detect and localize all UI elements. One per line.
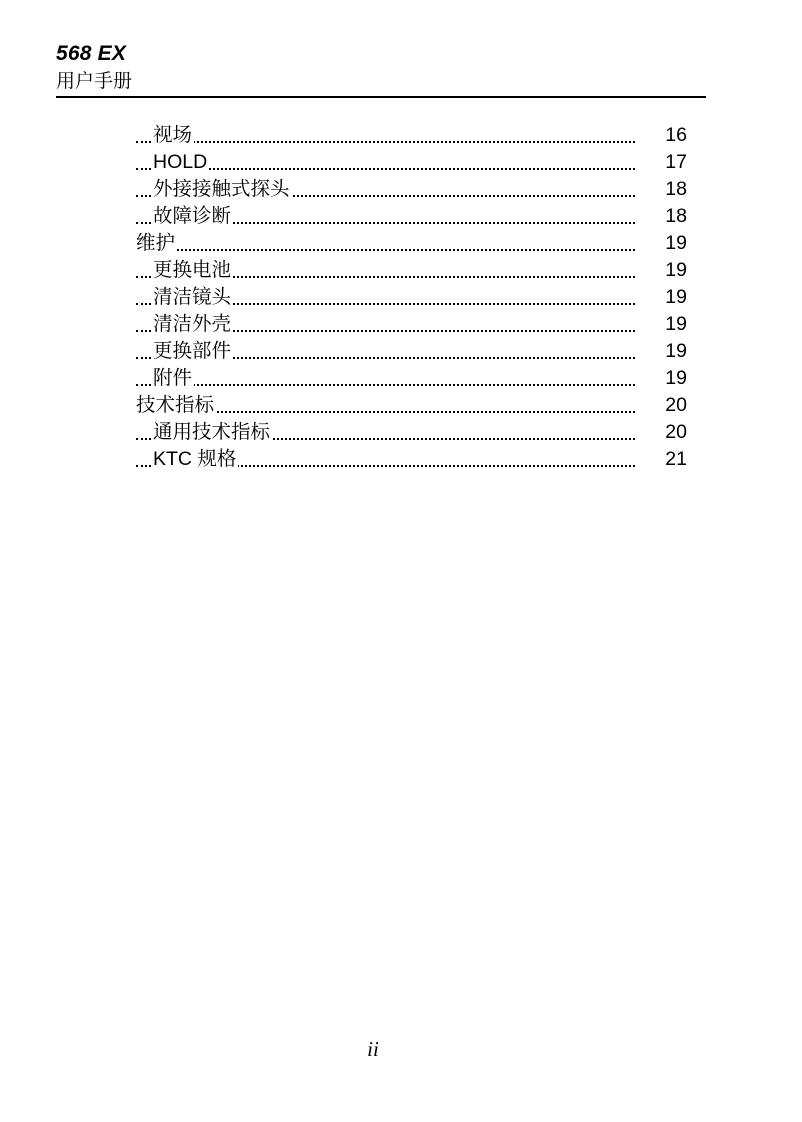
toc-leader-dots xyxy=(136,249,635,251)
manual-title: 用户手册 xyxy=(56,70,133,92)
page-number: ii xyxy=(367,1037,379,1061)
toc-entry[interactable] xyxy=(0,257,802,284)
toc-entry-label: 技术指标 xyxy=(136,392,216,419)
toc-entry-label: 更换部件 xyxy=(153,338,233,365)
toc-entry-label: 更换电池 xyxy=(153,257,233,284)
toc-entry-label: 清洁外壳 xyxy=(153,311,233,338)
toc-entry[interactable] xyxy=(0,446,802,473)
toc-entry[interactable] xyxy=(0,149,802,176)
toc-entry[interactable] xyxy=(0,365,802,392)
toc-entry[interactable] xyxy=(0,338,802,365)
toc-entry[interactable] xyxy=(0,419,802,446)
toc-entry-label: 清洁镜头 xyxy=(153,284,233,311)
toc-leader-dots xyxy=(136,141,635,143)
toc-entry-label: 故障诊断 xyxy=(153,203,233,230)
toc-entry-page: 19 xyxy=(641,284,687,311)
header-divider xyxy=(56,96,706,98)
toc-entry-page: 20 xyxy=(641,419,687,446)
toc-entry-label: 通用技术指标 xyxy=(153,419,272,446)
toc-entry[interactable] xyxy=(0,176,802,203)
toc-leader-dots xyxy=(136,384,635,386)
toc-leader-dots xyxy=(136,168,635,170)
toc-entry[interactable] xyxy=(0,392,802,419)
toc-entry-label: 视场 xyxy=(153,122,194,149)
toc-entry-page: 18 xyxy=(641,176,687,203)
toc-entry[interactable] xyxy=(0,230,802,257)
toc-entry-page: 19 xyxy=(641,230,687,257)
toc-entry[interactable] xyxy=(0,203,802,230)
toc-entry-page: 20 xyxy=(641,392,687,419)
toc-entry-label: KTC 规格 xyxy=(153,446,238,473)
toc-entry-page: 19 xyxy=(641,338,687,365)
toc-entry-page: 19 xyxy=(641,365,687,392)
toc-entry[interactable] xyxy=(0,122,802,149)
toc-entry-label: 外接接触式探头 xyxy=(153,176,292,203)
toc-entry-page: 19 xyxy=(641,311,687,338)
toc-entry-label: 附件 xyxy=(153,365,194,392)
toc-entry[interactable] xyxy=(0,311,802,338)
toc-entry-page: 17 xyxy=(641,149,687,176)
toc-entry-page: 21 xyxy=(641,446,687,473)
model-name: 568 EX xyxy=(56,42,127,65)
toc-entry-label: HOLD xyxy=(153,149,209,176)
toc-entry-page: 16 xyxy=(641,122,687,149)
toc-entry[interactable] xyxy=(0,284,802,311)
toc-entry-label: 维护 xyxy=(136,230,177,257)
toc-entry-page: 19 xyxy=(641,257,687,284)
toc-entry-page: 18 xyxy=(641,203,687,230)
